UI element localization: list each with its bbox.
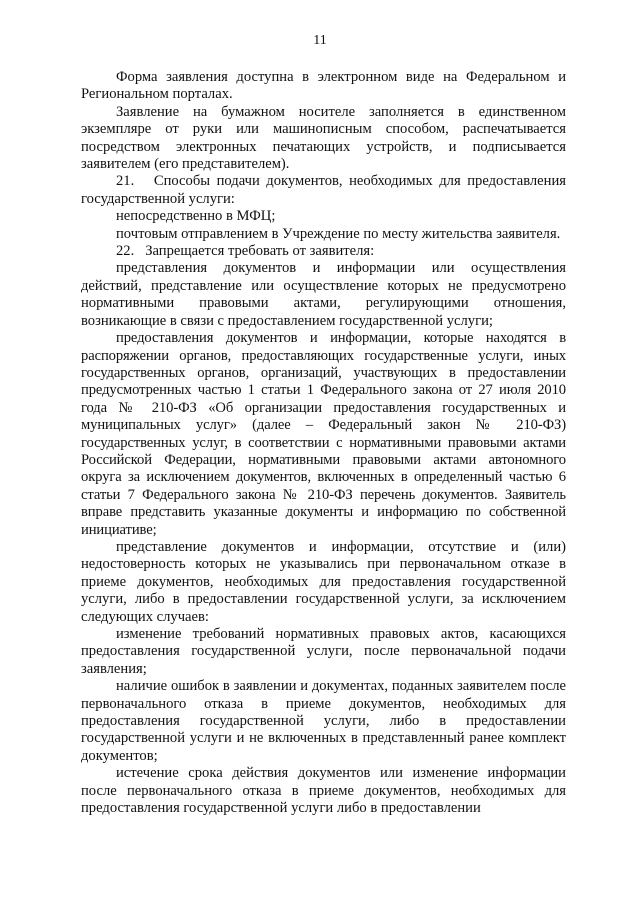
paragraph-prohibition-actions: представления документов и информации или осуществления действий, представление или осуществление которых не предусмотрено нормативными правовыми актами, регулирующими отношения, возникающие в связи с предоставлением государственной услуги; bbox=[81, 260, 566, 329]
document-body bbox=[81, 69, 566, 817]
paragraph-prohibition-refusal: представление документов и информации, отсутствие и (или) недостоверность которых не указывались при первоначальном отказе в приеме документов, необходимых для предоставления государственной услуги, либо в предоставлении государственной услуги, за исключением следующих случаев: bbox=[81, 538, 566, 625]
paragraph-prohibition-documents: предоставления документов и информации, которые находятся в распоряжении органов, предоставляющих государственные услуги, иных государственных органов, организаций, участвующих в предоставлении предусмотренных частью 1 статьи 1 Федерального закона от 27 июля 2010 года № 210-ФЗ «Об организации предоставления государственных и муниципальных услуг» (далее – Федеральный закон № 210-ФЗ) государственных услуг, в соответствии с нормативными правовыми актами Российской Федерации, нормативными правовыми актами автономного округа за исключением документов, включенных в определенный частью 6 статьи 7 Федерального закона № 210-ФЗ перечень документов. Заявитель вправе представить указанные документы и информацию по собственной инициативе; bbox=[81, 330, 566, 538]
paragraph-postal: почтовым отправлением в Учреждение по месту жительства заявителя. bbox=[116, 225, 561, 242]
page-number: 11 bbox=[313, 33, 327, 48]
paragraph-item-21: 21. Способы подачи документов, необходимых для предоставления государственной услуги: bbox=[81, 173, 566, 207]
paragraph-form-availability: Форма заявления доступна в электронном виде на Федеральном и Региональном порталах. bbox=[81, 69, 566, 103]
paragraph-exception-errors: наличие ошибок в заявлении и документах, поданных заявителем после первоначального отказа в приеме документов, необходимых для предоставления государственной услуги, либо в предоставлении государственной услуги и не включенных в представленный ранее комплект документов; bbox=[81, 678, 566, 764]
paragraph-item-22: 22. Запрещается требовать от заявителя: bbox=[116, 243, 375, 260]
paragraph-mfc: непосредственно в МФЦ; bbox=[116, 208, 276, 225]
paragraph-exception-expiry: истечение срока действия документов или изменение информации после первоначального отказа в приеме документов, необходимых для предоставления государственной услуги либо в предоставлении bbox=[81, 765, 566, 817]
paragraph-exception-law-change: изменение требований нормативных правовых актов, касающихся предоставления государственной услуги, после первоначальной подачи заявления; bbox=[81, 626, 566, 677]
paragraph-paper-application: Заявление на бумажном носителе заполняется в единственном экземпляре от руки или машинописным способом, распечатывается посредством электронных печатающих устройств, и подписывается заявителем (его представителем). bbox=[81, 103, 566, 173]
